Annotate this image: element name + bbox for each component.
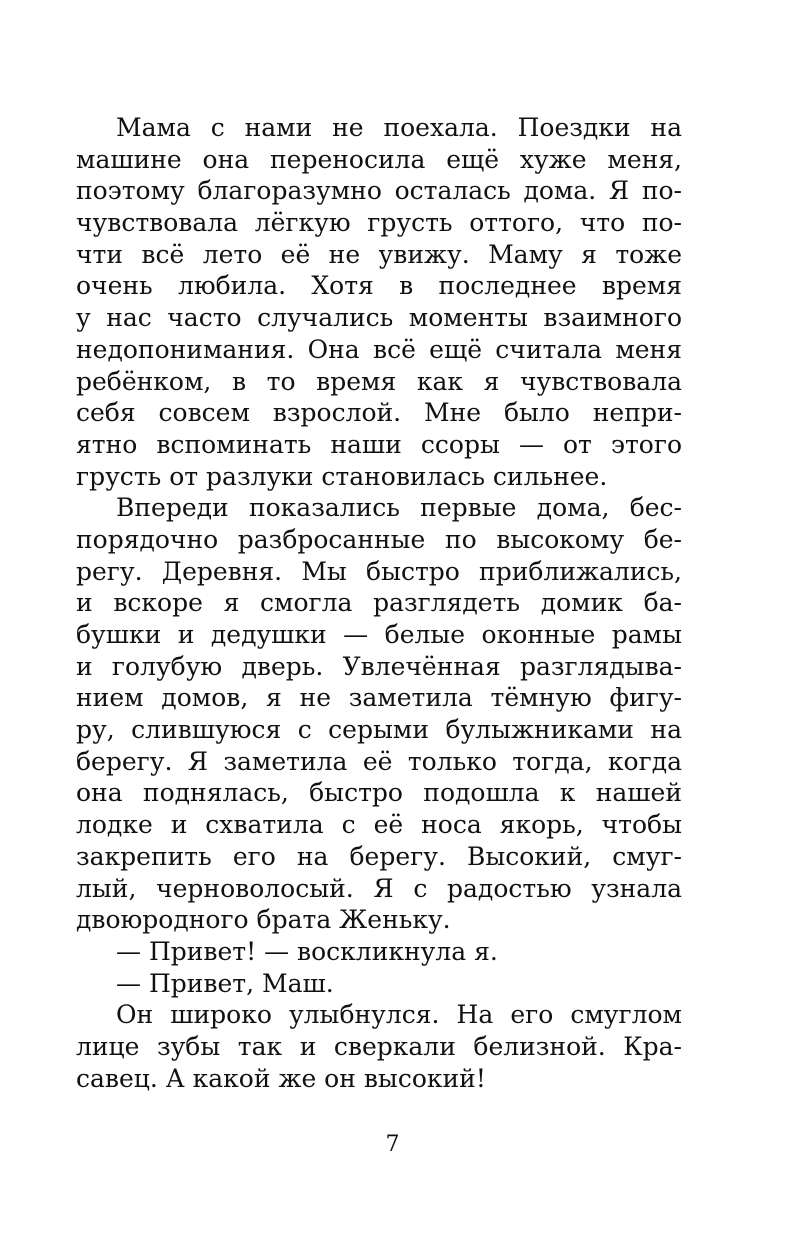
text-line: у нас часто случались моменты взаимного: [76, 303, 682, 333]
text-line: и вскоре я смогла разглядеть домик ба-: [76, 588, 682, 618]
text-line: савец. А какой же он высокий!: [76, 1063, 486, 1093]
body-text: [76, 112, 682, 1094]
text-line: нием домов, я не заметила тёмную фигу-: [76, 683, 682, 713]
text-line: она поднялась, быстро подошла к нашей: [76, 778, 682, 808]
text-line: лый, черноволосый. Я с радостью узнала: [76, 873, 682, 903]
text-line: — Привет! — воскликнула я.: [116, 936, 498, 966]
text-line: ру, слившуюся с серыми булыжниками на: [76, 715, 682, 745]
text-line: чти всё лето её не увижу. Маму я тоже: [76, 239, 682, 269]
text-line: поэтому благоразумно осталась дома. Я по-: [76, 176, 682, 206]
text-line: Впереди показались первые дома, бес-: [116, 493, 682, 523]
text-line: регу. Деревня. Мы быстро приближались,: [76, 556, 682, 586]
text-line: ятно вспоминать наши ссоры — от этого: [76, 429, 682, 459]
text-line: порядочно разбросанные по высокому бе-: [76, 524, 682, 554]
text-line: Он широко улыбнулся. На его смуглом: [116, 1000, 682, 1030]
text-line: берегу. Я заметила её только тогда, когда: [76, 746, 682, 776]
text-line: — Привет, Маш.: [116, 968, 334, 998]
text-line: лице зубы так и сверкали белизной. Кра-: [76, 1031, 682, 1061]
text-line: машине она переносила ещё хуже меня,: [76, 144, 682, 174]
text-line: себя совсем взрослой. Мне было непри-: [76, 398, 682, 428]
text-line: лодке и схватила с её носа якорь, чтобы: [76, 810, 682, 840]
text-line: чувствовала лёгкую грусть оттого, что по-: [76, 208, 682, 238]
text-line: недопонимания. Она всё ещё считала меня: [76, 334, 682, 364]
text-line: грусть от разлуки становилась сильнее.: [76, 461, 608, 491]
text-line: Мама с нами не поехала. Поездки на: [116, 113, 682, 142]
text-line: закрепить его на берегу. Высокий, смуг-: [76, 841, 682, 871]
text-line: и голубую дверь. Увлечённая разглядыва-: [76, 651, 682, 681]
text-line: бушки и дедушки — белые оконные рамы: [76, 620, 682, 649]
text-line: двоюродного брата Женьку.: [76, 905, 451, 935]
text-line: ребёнком, в то время как я чувствовала: [76, 366, 682, 396]
text-line: очень любила. Хотя в последнее время: [76, 271, 682, 301]
page-number: 7: [385, 1132, 400, 1157]
